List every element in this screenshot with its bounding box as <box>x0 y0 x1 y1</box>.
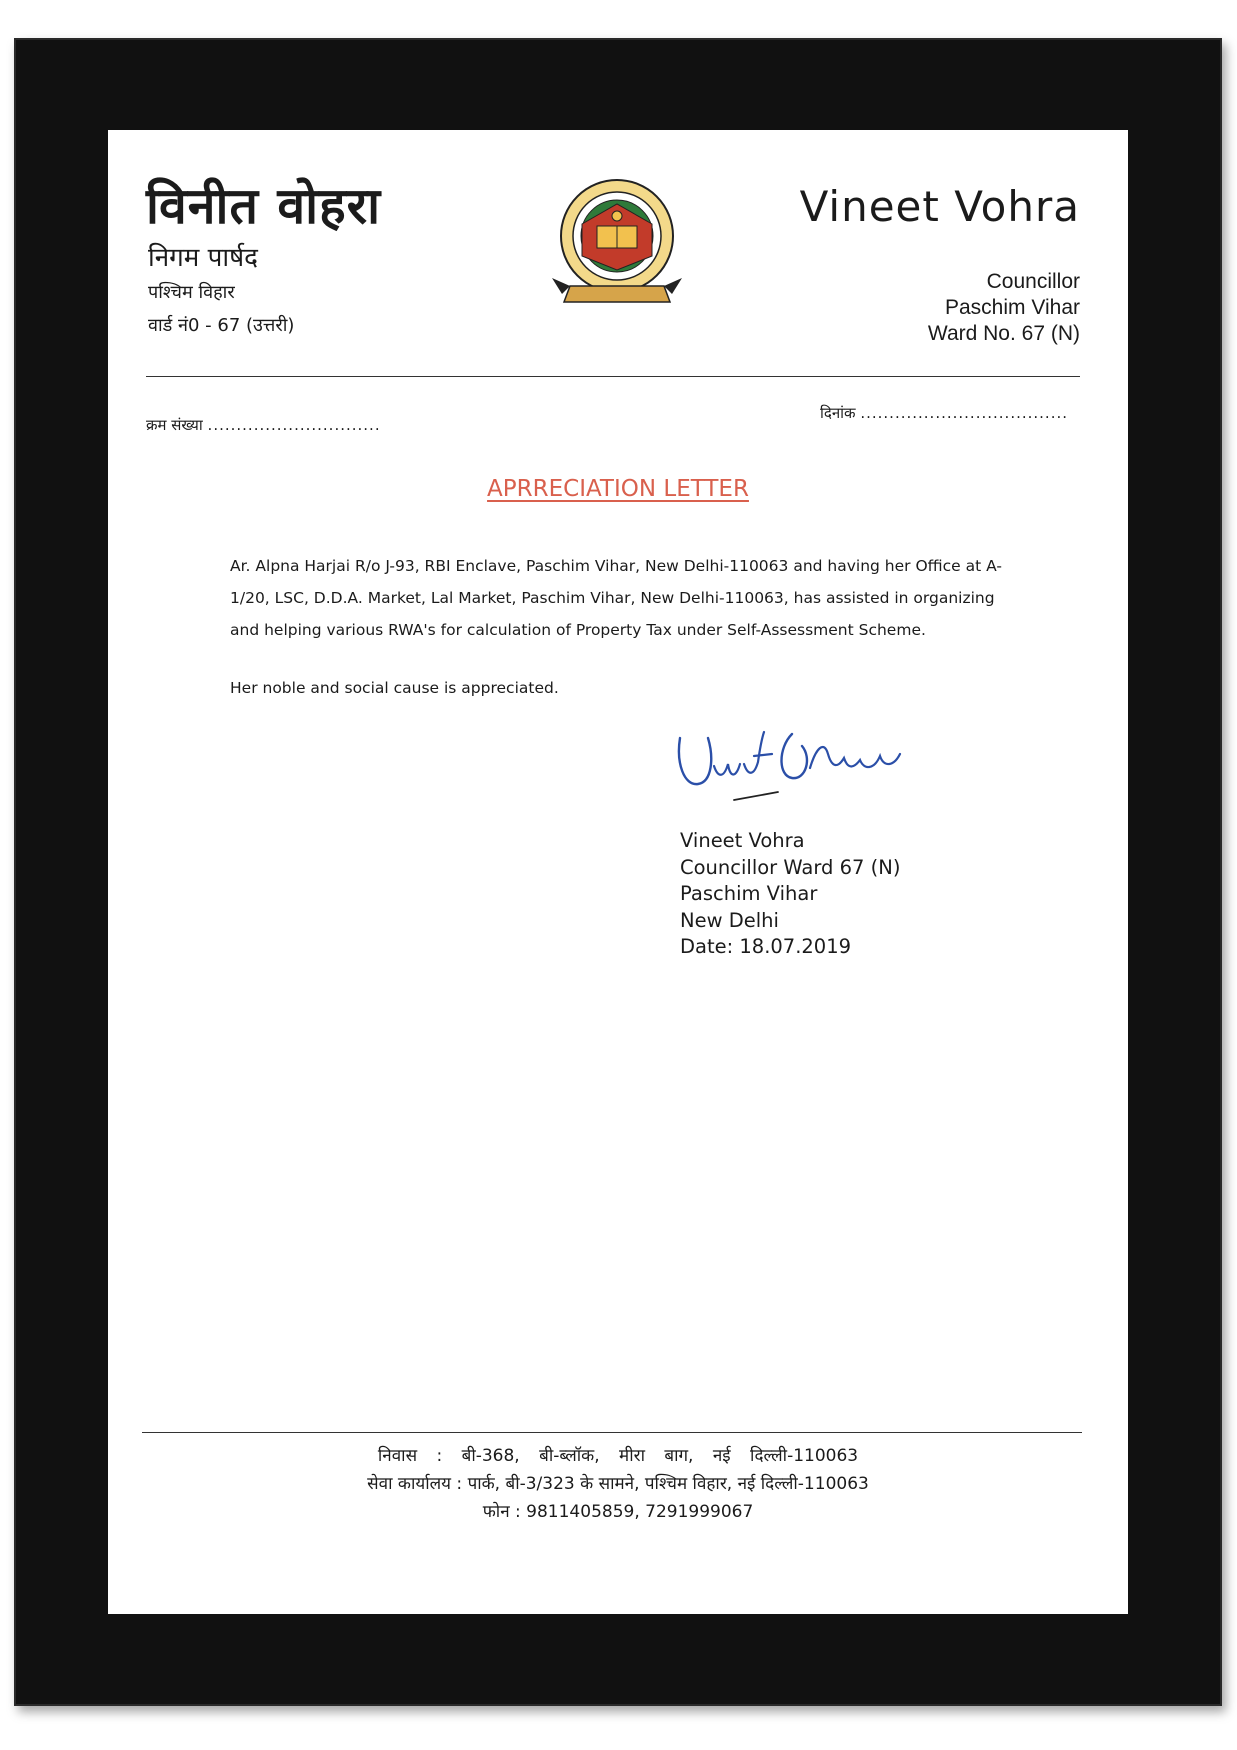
letterhead-footer <box>108 1442 1128 1526</box>
footer-office: सेवा कार्यालय : पार्क, बी-3/323 के सामने, पश्चिम विहार, नई दिल्ली-110063 <box>367 1474 869 1494</box>
letter-body <box>230 550 1010 704</box>
date-blank: .................................... <box>860 404 1068 422</box>
date-field <box>820 403 1068 423</box>
picture-frame <box>14 38 1222 1706</box>
hindi-area: पश्चिम विहार <box>148 282 235 303</box>
header-divider <box>146 376 1080 377</box>
mcd-emblem-logo <box>552 174 682 324</box>
hindi-designation: निगम पार्षद <box>148 243 258 273</box>
footer-residence: निवास : बी-368, बी-ब्लॉक, मीरा बाग, नई दिल्ली-110063 <box>377 1446 859 1466</box>
hindi-name: विनीत वोहरा <box>146 177 382 235</box>
signatory-area: Paschim Vihar <box>680 882 818 905</box>
hindi-ward: वार्ड नं0 - 67 (उत्तरी) <box>148 315 295 336</box>
footer-divider <box>142 1432 1082 1433</box>
letter-paragraph: Her noble and social cause is appreciated. <box>230 679 559 697</box>
signatory-city: New Delhi <box>680 908 779 932</box>
signatory-designation: Councillor Ward 67 (N) <box>680 855 901 879</box>
reference-number-label: क्रम संख्या <box>146 416 203 434</box>
signature-block <box>680 828 900 961</box>
english-area: Paschim Vihar <box>944 296 1080 319</box>
english-designation: Councillor <box>986 270 1080 293</box>
english-name: Vineet Vohra <box>799 182 1080 231</box>
english-ward: Ward No. 67 (N) <box>927 322 1080 345</box>
letter-title: APRRECIATION LETTER <box>487 476 749 502</box>
reference-number-field <box>146 415 381 435</box>
reference-number-blank: .............................. <box>207 416 381 434</box>
signature-date: Date: 18.07.2019 <box>680 935 852 958</box>
signatory-name: Vineet Vohra <box>680 829 805 852</box>
letter-paragraph: Ar. Alpna Harjai R/o J-93, RBI Enclave, Paschim Vihar, New Delhi-110063 and having her Office at A-1/20, LSC, D.D.A. Market, Lal Market, Paschim Vihar, New Delhi-110063, has assisted in organizing and helping various RWA's for calculation of Property Tax under Self-Assessment Scheme. <box>230 557 1002 639</box>
footer-phone: फोन : 9811405859, 7291999067 <box>482 1502 754 1522</box>
handwritten-signature <box>674 718 924 808</box>
date-label: दिनांक <box>819 404 856 422</box>
letter-page <box>108 130 1128 1614</box>
